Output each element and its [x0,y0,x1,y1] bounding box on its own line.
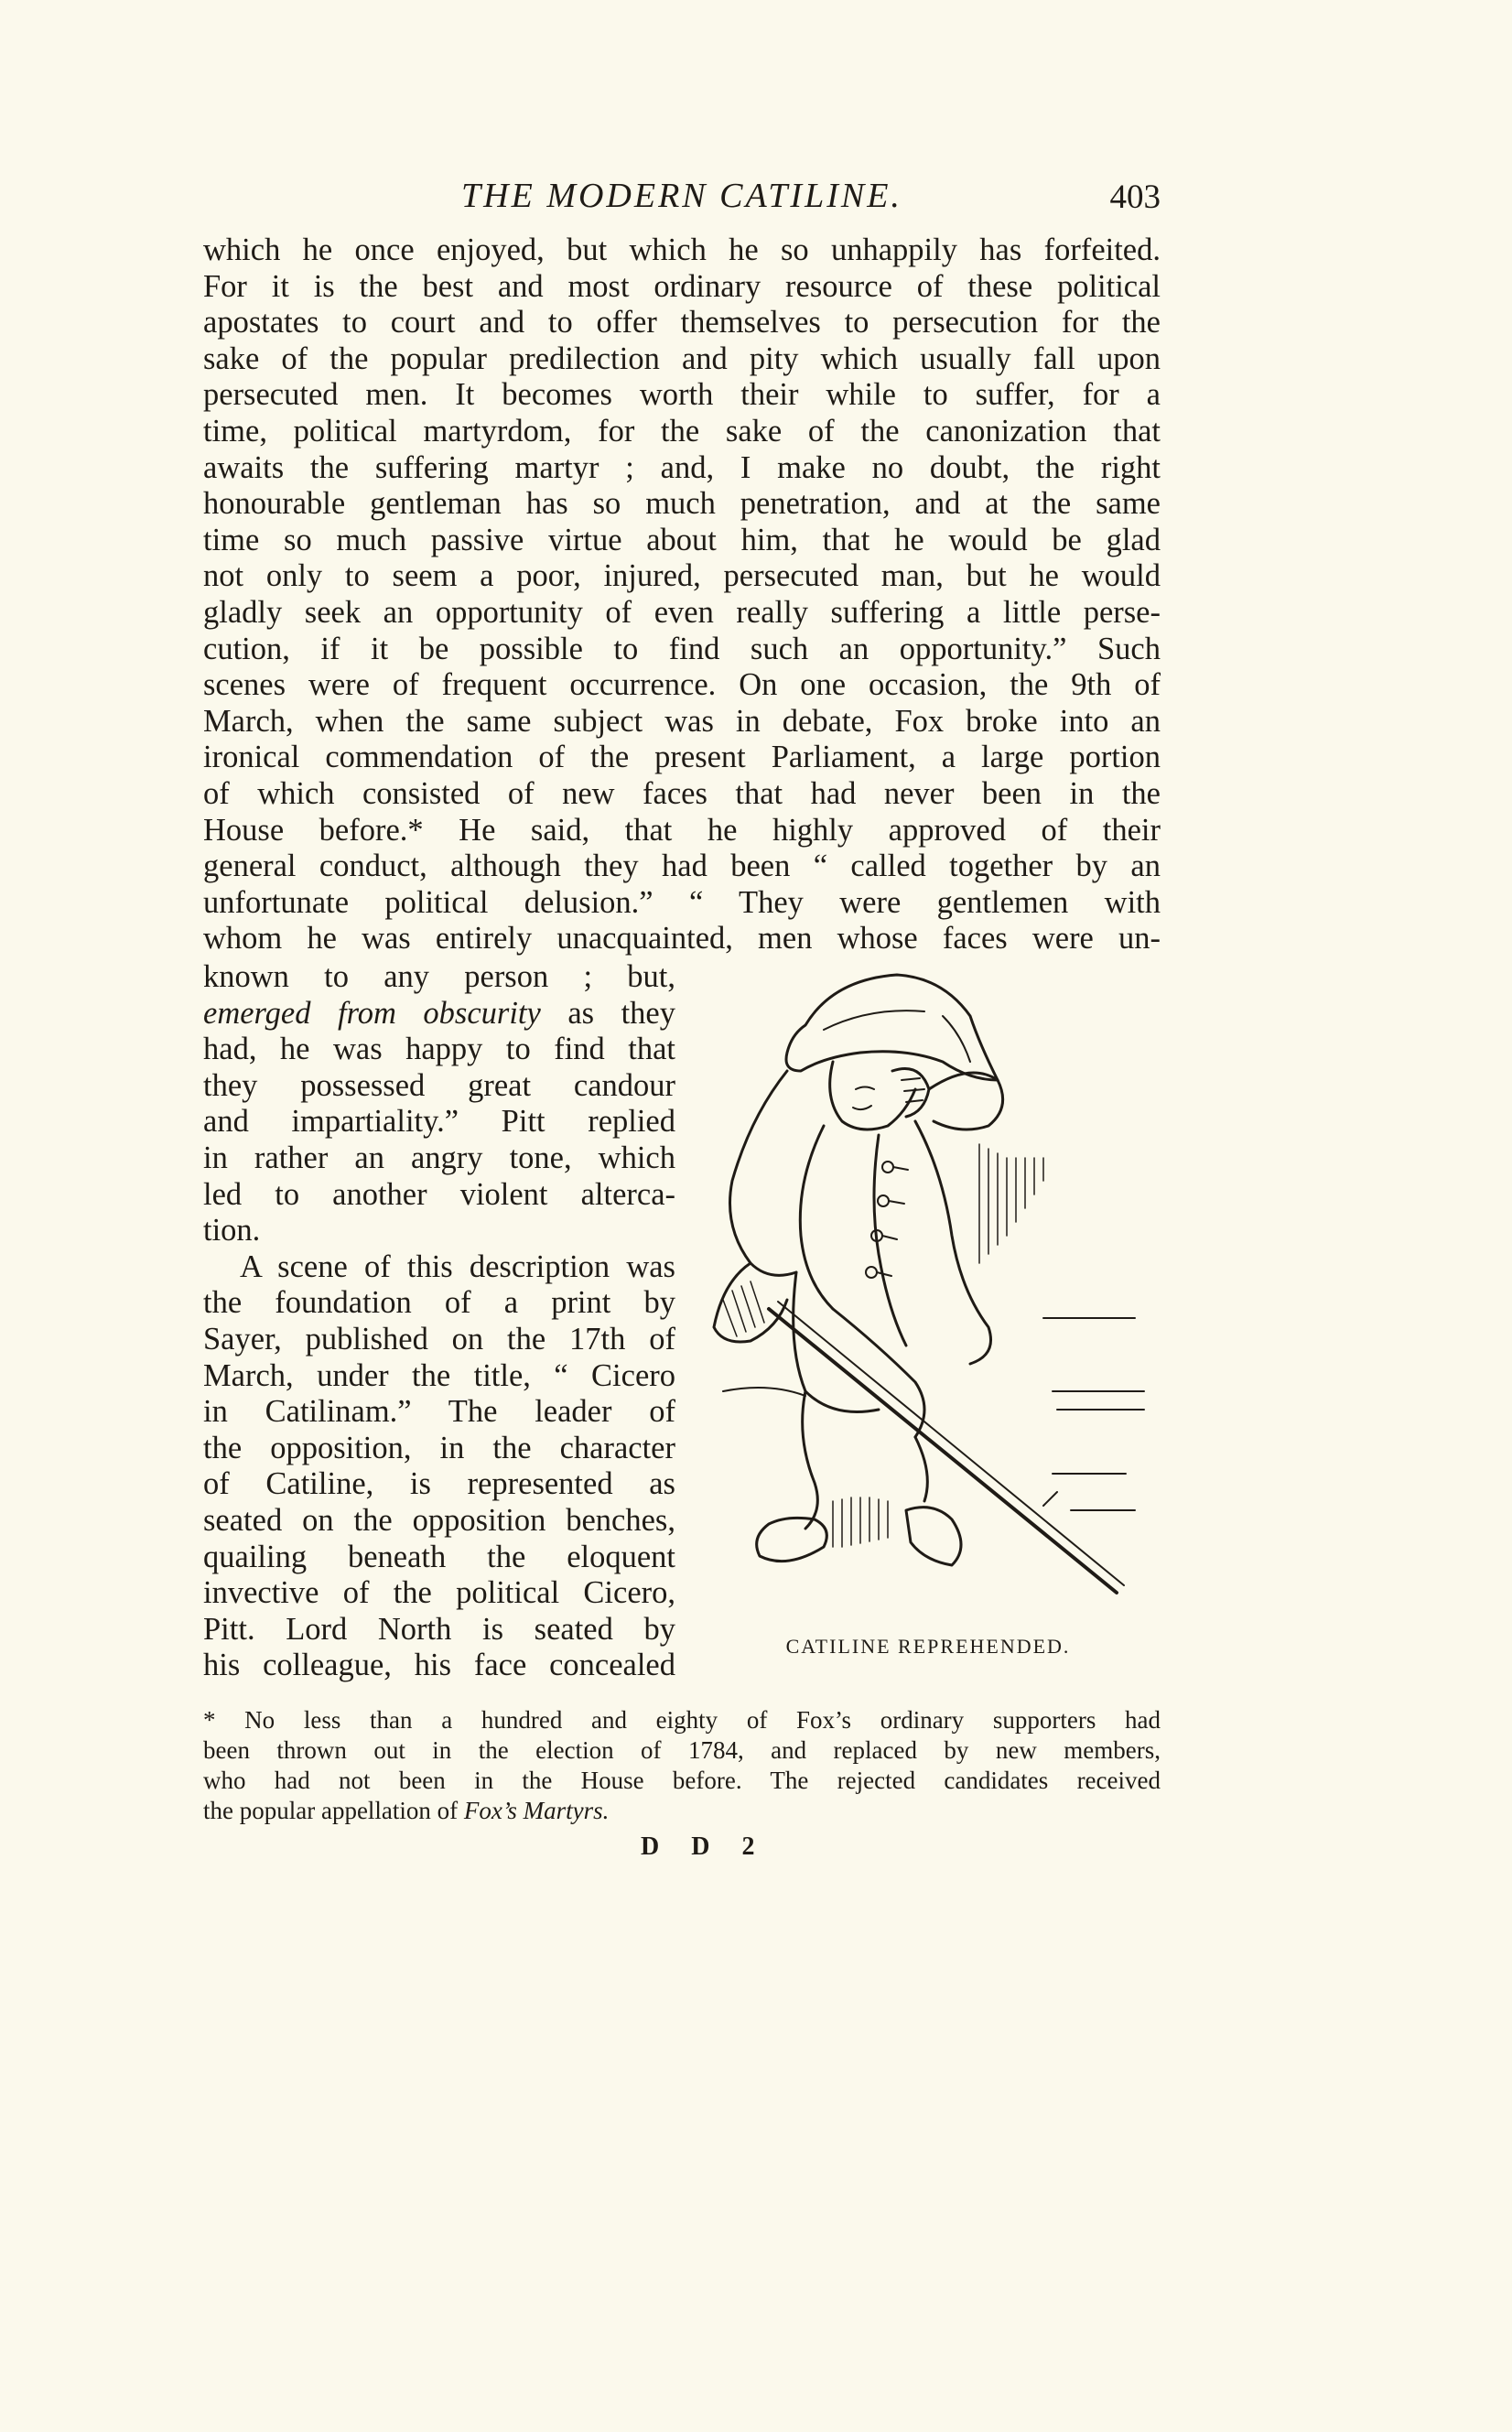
coat [730,1071,797,1275]
text-line: seated on the opposition benches, [203,1502,675,1538]
text-fragment: as they [540,995,675,1031]
italic-phrase: Fox’s Martyrs. [463,1797,610,1824]
text-line: cution, if it be possible to find such an opportunity.” Such [203,631,1161,666]
text-line: time so much passive virtue about him, that he would be glad [203,522,1161,557]
text-line: and impartiality.” Pitt replied [203,1104,675,1140]
text-line: quailing beneath the eloquent [203,1539,675,1574]
right-shoe [906,1508,961,1565]
main-paragraph [203,232,1161,957]
text-line: the foundation of a print by [203,1285,675,1321]
running-title: THE MODERN CATILINE. [461,177,902,215]
text-line: gladly seek an opportunity of even really suffering a little perse- [203,594,1161,630]
text-line: known to any person ; but, [203,959,675,994]
face [830,1062,915,1130]
footnote-line [203,1796,1161,1826]
footnote [203,1705,1161,1826]
text-line: they possessed great candour [203,1067,675,1103]
text-line: general conduct, although they had been “ called together by an [203,848,1161,884]
text-line: Pitt. Lord North is seated by [203,1611,675,1647]
text-line: invective of the political Cicero, [203,1575,675,1611]
text-line: March, when the same subject was in debate, Fox broke into an [203,703,1161,739]
text-line: scenes were of frequent occurrence. On one occasion, the 9th of [203,667,1161,703]
text-line: led to another violent alterca- [203,1176,675,1212]
text-line: Sayer, published on the 17th of [203,1321,675,1357]
shading [979,1144,1043,1263]
text-line: tion. [203,1213,261,1248]
text-line: unfortunate political delusion.” “ They were gentlemen with [203,884,1161,920]
footnote-line: * No less than a hundred and eighty of Fox’s ordinary supporters had [203,1706,1161,1734]
text-line: March, under the title, “ Cicero [203,1357,675,1393]
text-line: the opposition, in the character [203,1430,675,1465]
text-line: ironical commendation of the present Parliament, a large portion [203,740,1161,775]
text-line: in rather an angry tone, which [203,1140,675,1175]
text-line [203,996,675,1032]
text-line: in Catilinam.” The leader of [203,1394,675,1430]
text-line: of Catiline, is represented as [203,1466,675,1502]
text-line: his colleague, his face concealed [203,1648,675,1683]
text-line: persecuted men. It becomes worth their while to suffer, for a [203,377,1161,413]
text-line: whom he was entirely unacquainted, men whose faces were un- [203,921,1161,957]
text-line: apostates to court and to offer themselves to persecution for the [203,305,1161,340]
text-line: time, political martyrdom, for the sake of the canonization that [203,413,1161,449]
engraving-figure [696,961,1161,1629]
printer-signature: D D 2 [641,1832,768,1861]
catiline-illustration [696,961,1161,1666]
text-line: had, he was happy to find that [203,1032,675,1067]
footnote-line: been thrown out in the election of 1784, and replaced by new members, [203,1736,1161,1764]
left-shoe [757,1518,827,1561]
text-line: not only to seem a poor, injured, persecuted man, but he would [203,558,1161,594]
page-number: 403 [1109,178,1161,216]
text-line: honourable gentleman has so much penetration, and at the same [203,486,1161,522]
italic-phrase: emerged from obscurity [203,995,541,1031]
text-line: For it is the best and most ordinary resource of these political [203,268,1161,304]
text-fragment: the popular appellation of [203,1797,464,1824]
wrapped-column-text [203,959,675,1684]
text-line: sake of the popular predilection and pity which usually fall upon [203,340,1161,376]
bench-lines [1043,1318,1144,1510]
text-line: awaits the suffering martyr ; and, I make no doubt, the right [203,449,1161,485]
hat [786,975,998,1080]
running-header [203,176,1161,222]
footnote-line: who had not been in the House before. The rejected candidates received [203,1767,1161,1794]
coat-buttons [866,1162,908,1278]
figure-caption: CATILINE REPREHENDED. [785,1635,1071,1658]
text-line: A scene of this description was [240,1248,675,1284]
text-line: of which consisted of new faces that had never been in the [203,775,1161,811]
text-line: House before.* He said, that he highly approved of their [203,812,1161,848]
text-line: which he once enjoyed, but which he so unhappily has forfeited. [203,232,1161,267]
hand [892,1069,929,1118]
